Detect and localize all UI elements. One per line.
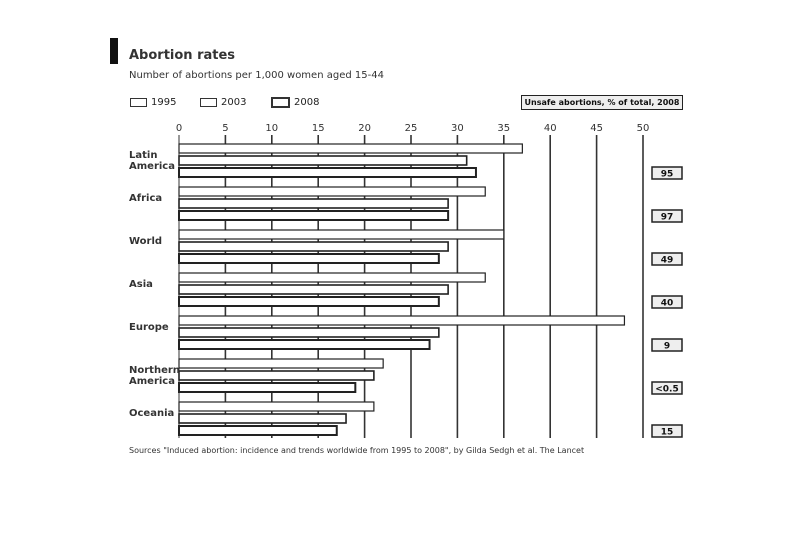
bar-1995-europe [179,316,624,325]
unsafe-pct-label-oceania: 15 [660,427,674,438]
unsafe-pct-label-asia: 40 [660,298,674,309]
source-note: Sources "Induced abortion: incidence and trends worldwide from 1995 to 2008", by Gilda Sedgh et al. The Lancet [129,446,585,455]
category-label-asia: Asia [129,279,153,290]
legend-label-1995: 1995 [151,97,177,108]
unsafe-pct-label-africa: 97 [660,212,674,223]
x-tick-label-35: 35 [497,123,511,134]
x-tick-label-15: 15 [311,123,325,134]
bar-1995-world [179,230,504,239]
bar-2008-world [179,254,439,263]
bar-2003-asia [179,285,448,294]
chart-title: Abortion rates [129,48,236,63]
x-tick-label-40: 40 [543,123,557,134]
legend-label-2003: 2003 [221,97,247,108]
bar-2008-northern-america [179,383,355,392]
category-label-europe: Europe [129,322,169,333]
bar-2008-asia [179,297,439,306]
x-tick-label-25: 25 [404,123,418,134]
x-tick-label-0: 0 [175,123,183,134]
bar-1995-oceania [179,402,374,411]
bar-2003-oceania [179,414,346,423]
bar-2008-latin-america [179,168,476,177]
bar-2003-world [179,242,448,251]
category-label-latin-america-line2: America [129,161,175,172]
unsafe-pct-label-northern-america: <0.5 [655,384,679,395]
category-label-northern-america-line2: America [129,376,175,387]
chart-subtitle: Number of abortions per 1,000 women aged 15-44 [129,70,384,81]
unsafe-abortions-badge: Unsafe abortions, % of total, 2008 [521,95,683,110]
x-tick-label-5: 5 [222,123,229,134]
bar-2003-africa [179,199,448,208]
category-label-oceania: Oceania [129,408,175,419]
category-label-world: World [129,236,163,247]
x-tick-label-20: 20 [358,123,371,134]
bar-2003-europe [179,328,439,337]
x-tick-label-50: 50 [636,123,650,134]
unsafe-pct-label-latin-america: 95 [660,169,674,180]
unsafe-pct-label-world: 49 [660,255,674,266]
unsafe-pct-label-europe: 9 [663,341,671,352]
bar-1995-northern-america [179,359,383,368]
legend-label-2008: 2008 [294,97,320,108]
bar-2003-latin-america [179,156,467,165]
x-tick-label-30: 30 [451,123,464,134]
category-label-northern-america-line1: Northern [129,365,180,376]
category-label-latin-america-line1: Latin [129,150,158,161]
bar-2008-europe [179,340,430,349]
category-label-africa: Africa [129,193,163,204]
bar-2008-africa [179,211,448,220]
bar-1995-asia [179,273,485,282]
bar-1995-latin-america [179,144,522,153]
x-tick-label-45: 45 [590,123,603,134]
x-tick-label-10: 10 [265,123,279,134]
bar-2008-oceania [179,426,337,435]
bar-1995-africa [179,187,485,196]
bar-2003-northern-america [179,371,374,380]
